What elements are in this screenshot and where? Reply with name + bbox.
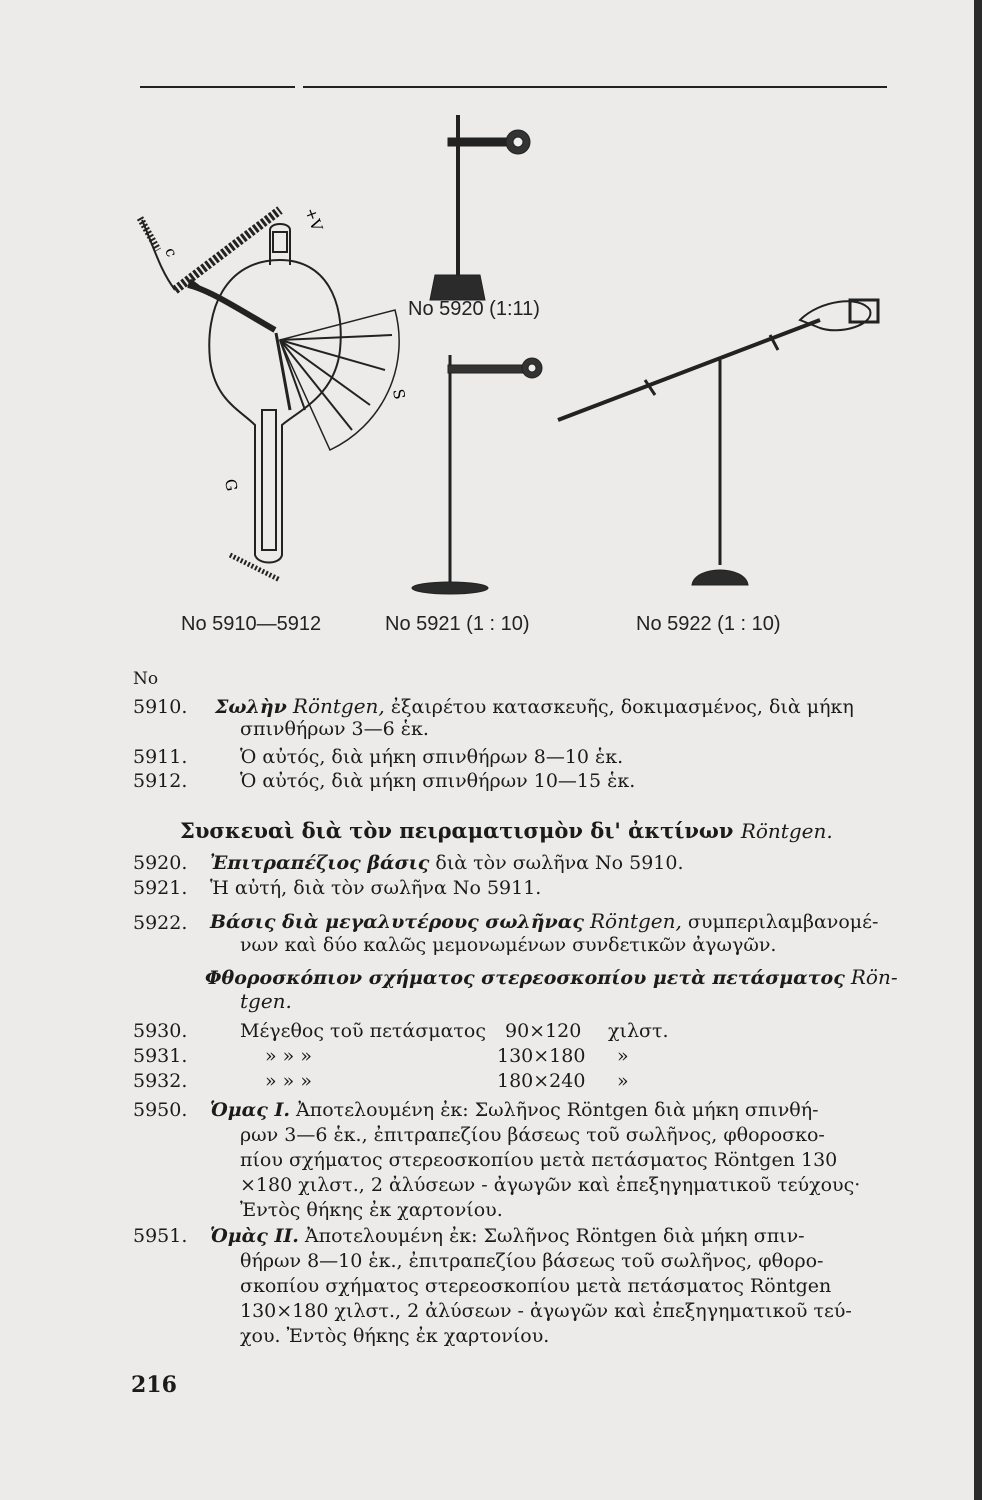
entry-5911: Ὁ αὐτός, διὰ μήκη σπινθήρων 8—10 ἑκ. — [240, 746, 624, 768]
entry-number: 5950. — [133, 1099, 188, 1121]
screen-size-unit: » — [617, 1045, 629, 1067]
entry-number: 5930. — [133, 1020, 188, 1042]
page-edge — [974, 0, 982, 1500]
label-c: c — [161, 245, 182, 260]
group-line: ρων 3—6 ἑκ., ἐπιτραπεζίου βάσεως τοῦ σωλῆνος, φθοροσκο- — [240, 1124, 825, 1146]
brand-name: Röntgen, — [589, 909, 682, 933]
label-v: +V — [301, 205, 327, 234]
group-line: χου. Ἐντὸς θήκης ἐκ χαρτονίου. — [240, 1325, 550, 1347]
group-title: Ὁμας I. — [210, 1099, 290, 1121]
stand-5920-illustration — [430, 115, 530, 300]
screen-size-value: 180×240 — [497, 1070, 586, 1092]
group-title: Ὁμὰς II. — [210, 1225, 299, 1247]
fluoroscope-heading-cont: tgen. — [240, 989, 292, 1013]
group-line: Ἐντὸς θήκης ἐκ χαρτονίου. — [240, 1199, 503, 1221]
top-rule-right — [303, 86, 887, 88]
screen-size-value: 130×180 — [497, 1045, 586, 1067]
label-s: S — [389, 387, 409, 401]
header-no: No — [133, 669, 159, 689]
entry-bold: Ἐπιτραπέζιος βάσις — [210, 852, 430, 874]
entry-text: συμπεριλαμβανομέ- — [687, 911, 879, 933]
entry-number: 5920. — [133, 852, 188, 874]
screen-size-unit: χιλστ. — [608, 1020, 669, 1042]
figure-illustrations — [130, 110, 890, 610]
entry-5912: Ὁ αὐτός, διὰ μήκη σπινθήρων 10—15 ἑκ. — [240, 770, 636, 792]
xray-tube-illustration — [140, 210, 399, 580]
group-line: πίου σχήματος στερεοσκοπίου μετὰ πετάσματος Röntgen 130 — [240, 1149, 838, 1171]
group-line: ×180 χιλστ., 2 ἀλύσεων - ἀγωγῶν καὶ ἐπεξηγηματικοῦ τεύχους· — [240, 1174, 861, 1196]
entry-number: 5951. — [133, 1225, 188, 1247]
caption-5920: No 5920 (1:11) — [408, 298, 540, 320]
entry-name: Σωλὴν — [215, 696, 287, 718]
entry-5922 — [210, 910, 878, 933]
group-line: σκοπίου σχήματος στερεοσκοπίου μετὰ πετάσματος Röntgen — [240, 1275, 832, 1297]
entry-bold: Βάσις διὰ μεγαλυτέρους σωλῆνας — [210, 911, 584, 933]
section-heading-brand: Röntgen. — [740, 819, 833, 843]
caption-5921: No 5921 (1 : 10) — [385, 613, 530, 635]
fluoroscope-heading — [205, 966, 898, 989]
entry-number: 5931. — [133, 1045, 188, 1067]
screen-size-label: » » » — [265, 1045, 312, 1067]
screen-size-value: 90×120 — [505, 1020, 582, 1042]
screen-size-label: Μέγεθος τοῦ πετάσματος — [240, 1020, 487, 1042]
entry-text: ἐξαιρέτου κατασκευῆς, δοκιμασμένος, διὰ μήκη — [390, 696, 854, 718]
group-line: Ἀποτελουμένη ἐκ: Σωλῆνος Röntgen διὰ μήκη σπινθή- — [296, 1099, 819, 1121]
group-line: θήρων 8—10 ἑκ., ἐπιτραπεζίου βάσεως τοῦ σωλῆνος, φθορο- — [240, 1250, 824, 1272]
entry-continuation: νων καὶ δύο καλῶς μεμονωμένων συνδετικῶν ἀγωγῶν. — [240, 934, 777, 956]
page-number: 216 — [131, 1372, 177, 1398]
entry-number: 5912. — [133, 770, 188, 792]
top-rule-left — [140, 86, 295, 88]
brand-name: Rön- — [850, 965, 898, 989]
entry-continuation: σπινθήρων 3—6 ἑκ. — [240, 718, 429, 740]
screen-size-unit: » — [617, 1070, 629, 1092]
entry-5910 — [215, 695, 854, 718]
entry-5920 — [210, 852, 684, 874]
group-line: 130×180 χιλστ., 2 ἀλύσεων - ἀγωγῶν καὶ ἐπεξηγηματικοῦ τεύ- — [240, 1300, 852, 1322]
group-line: Ἀποτελουμένη ἐκ: Σωλῆνος Röntgen διὰ μήκη σπιν- — [304, 1225, 805, 1247]
entry-number: 5910. — [133, 696, 188, 718]
entry-5921: Ἡ αὐτή, διὰ τὸν σωλῆνα No 5911. — [210, 877, 542, 899]
screen-size-label: » » » — [265, 1070, 312, 1092]
entry-text: διὰ τὸν σωλῆνα No 5910. — [435, 852, 684, 874]
group-5950 — [210, 1099, 819, 1121]
stand-5922-illustration — [558, 300, 878, 585]
caption-5922: No 5922 (1 : 10) — [636, 613, 781, 635]
entry-number: 5921. — [133, 877, 188, 899]
entry-number: 5911. — [133, 746, 188, 768]
fluoroscope-heading-text: Φθοροσκόπιον σχήματος στερεοσκοπίου μετὰ πετάσματος — [205, 967, 845, 989]
entry-number: 5932. — [133, 1070, 188, 1092]
caption-5910-5912: No 5910—5912 — [181, 613, 322, 635]
label-g: G — [221, 477, 241, 493]
group-5951 — [210, 1225, 805, 1247]
entry-number: 5922. — [133, 912, 188, 934]
stand-5921-illustration — [412, 355, 542, 594]
section-heading-text: Συσκευαὶ διὰ τὸν πειραματισμὸν δι' ἀκτίνων — [180, 818, 734, 843]
section-heading — [180, 818, 833, 843]
brand-name: Röntgen, — [292, 694, 385, 718]
